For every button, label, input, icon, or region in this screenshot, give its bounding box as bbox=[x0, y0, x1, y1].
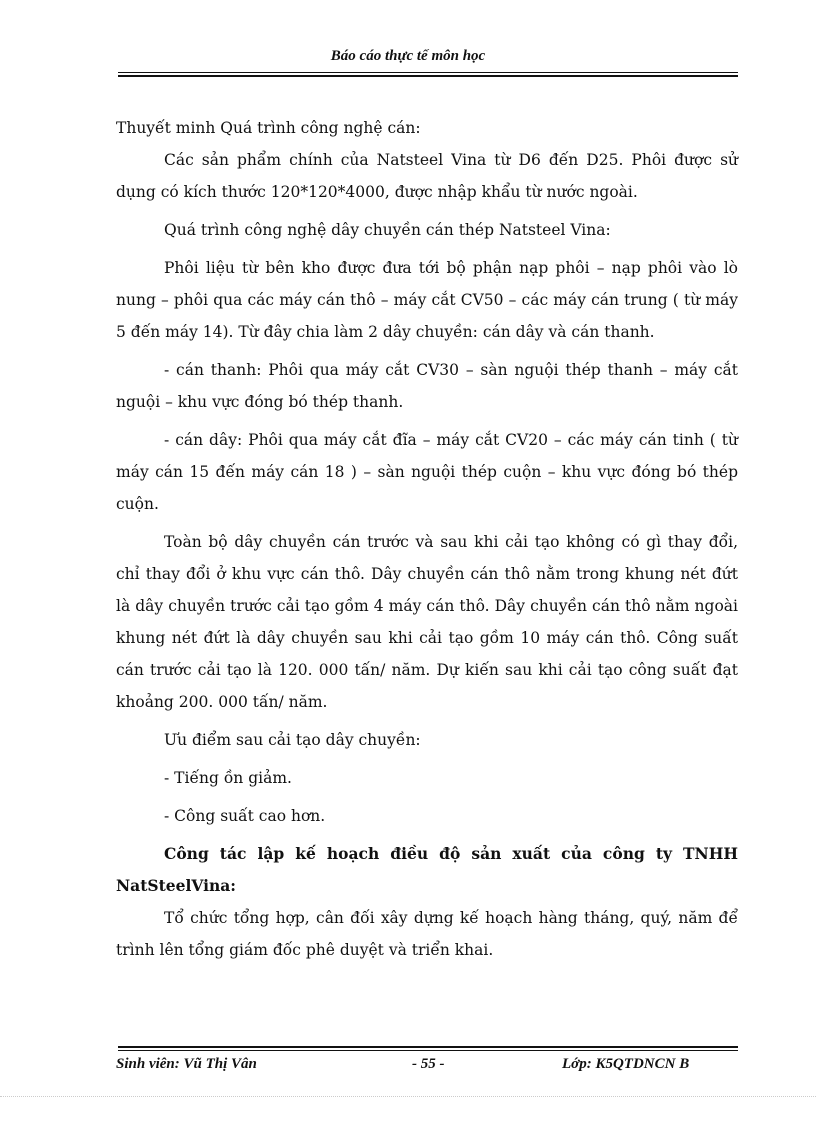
footer-student: Sinh viên: Vũ Thị Vân bbox=[116, 1056, 257, 1072]
footer-rule-bottom bbox=[118, 1050, 738, 1051]
section-heading: Thuyết minh Quá trình công nghệ cán: bbox=[116, 119, 421, 137]
paragraph: - cán thanh: Phôi qua máy cắt CV30 – sàn nguội thép thanh – máy cắt nguội – khu vực đóng bó thép thanh. bbox=[116, 361, 738, 411]
paragraph: Phôi liệu từ bên kho được đưa tới bộ phận nạp phôi – nạp phôi vào lò nung – phôi qua các máy cán thô – máy cắt CV50 – các máy cán trung ( từ máy 5 đến máy 14). Từ đây chia làm 2 dây chuyền: cán dây và cán thanh. bbox=[116, 259, 738, 341]
page-number: - 55 - bbox=[412, 1056, 445, 1072]
document-body bbox=[116, 112, 738, 966]
footer-class: Lớp: K5QTDNCN B bbox=[562, 1056, 690, 1072]
paragraph: Tổ chức tổng hợp, cân đối xây dựng kế hoạch hàng tháng, quý, năm để trình lên tổng giám đốc phê duyệt và triển khai. bbox=[116, 909, 738, 959]
footer-rule-top bbox=[118, 1046, 738, 1048]
page-footer bbox=[116, 1056, 740, 1076]
paragraph: - cán dây: Phôi qua máy cắt đĩa – máy cắt CV20 – các máy cán tinh ( từ máy cán 15 đến máy cán 18 ) – sàn nguội thép cuộn – khu vực đóng bó thép cuộn. bbox=[116, 431, 738, 513]
page-header-title: Báo cáo thực tế môn học bbox=[330, 48, 486, 64]
paragraph: Ưu điểm sau cải tạo dây chuyền: bbox=[164, 731, 421, 749]
paragraph: Quá trình công nghệ dây chuyền cán thép Natsteel Vina: bbox=[164, 221, 611, 239]
section-heading-bold: Công tác lập kế hoạch điều độ sản xuất của công ty TNHH NatSteelVina: bbox=[116, 844, 738, 895]
header-rule-top bbox=[118, 72, 738, 73]
page-edge-dotted-line bbox=[0, 1096, 816, 1097]
list-item: - Công suất cao hơn. bbox=[164, 807, 326, 825]
paragraph: Các sản phẩm chính của Natsteel Vina từ D6 đến D25. Phôi được sử dụng có kích thước 120*120*4000, được nhập khẩu từ nước ngoài. bbox=[116, 151, 738, 201]
header-rule-bottom bbox=[118, 75, 738, 77]
paragraph: Toàn bộ dây chuyền cán trước và sau khi cải tạo không có gì thay đổi, chỉ thay đổi ở khu vực cán thô. Dây chuyền cán thô nằm trong khung nét đứt là dây chuyền trước cải tạo gồm 4 máy cán thô. Dây chuyền cán thô nằm ngoài khung nét đứt là dây chuyền sau khi cải tạo gồm 10 máy cán thô. Công suất cán trước cải tạo là 120. 000 tấn/ năm. Dự kiến sau khi cải tạo công suất đạt khoảng 200. 000 tấn/ năm. bbox=[116, 533, 738, 711]
list-item: - Tiếng ồn giảm. bbox=[164, 769, 292, 787]
